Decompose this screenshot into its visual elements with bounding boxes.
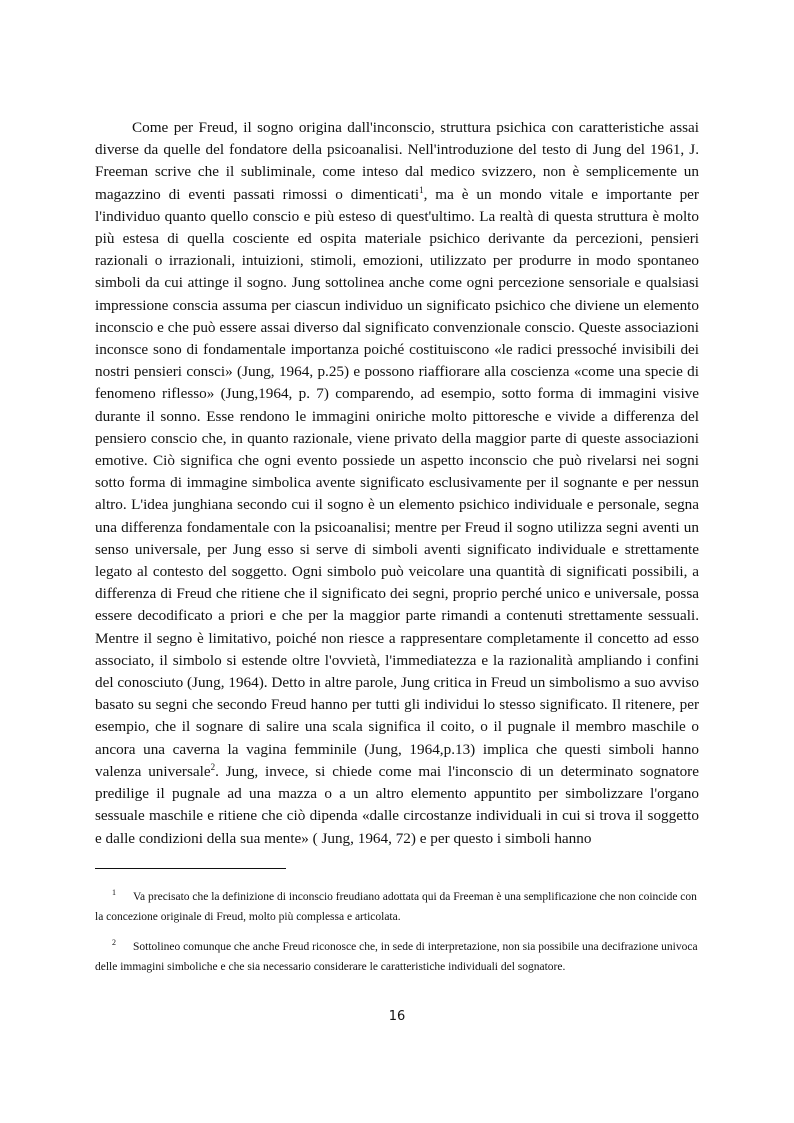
footnote-ref-2[interactable]: 2 xyxy=(210,761,216,772)
page-number: 16 xyxy=(388,1009,406,1024)
body-text-part-1: Come per Freud, il sogno origina dall'inconscio, struttura psichica con caratteristiche assai diverse da quelle del fondatore della psicoanalisi. Nell'introduzione del testo di Jung del 1961, J. Freeman scrive che il subliminale, come inteso dal medico svizzero, non è semplicemente un magazzino di eventi passati rimossi o dimenticati xyxy=(95,119,699,203)
body-paragraph xyxy=(95,117,699,850)
body-text-part-3: . Jung, invece, si chiede come mai l'inconscio di un determinato sognatore predilige il pugnale ad una mazza o a un altro elemento appuntito per simbolizzare l'organo sessuale maschile e ritiene che ciò dipenda «dalle circostanze individuali in cui si trova il soggetto e dalle condizioni della sua mente» ( Jung, 1964, 72) e per questo i simboli hanno xyxy=(95,762,699,847)
footnote-separator xyxy=(95,868,286,869)
footnote-2-text: Sottolineo comunque che anche Freud riconosce che, in sede di interpretazione, non sia possibile una decifrazione univoca delle immagini simboliche e che sia necessario considerare le caratteristiche individuali del sognatore. xyxy=(95,941,698,973)
footnote-2: 2 Sottolineo comunque che anche Freud riconosce che, in sede di interpretazione, non sia possibile una decifrazione univoca delle immagini simboliche e che sia necessario considerare le caratteristiche individuali del sognatore. xyxy=(95,938,698,973)
footnote-1-text: Va precisato che la definizione di inconscio freudiano adottata qui da Freeman è una semplificazione che non coincide con la concezione originale di Freud, molto più complessa e articolata. xyxy=(95,891,697,923)
footnote-1: 1 Va precisato che la definizione di inconscio freudiano adottata qui da Freeman è una semplificazione che non coincide con la concezione originale di Freud, molto più complessa e articolata. xyxy=(95,888,697,923)
body-text-part-2: , ma è un mondo vitale e importante per l'individuo quanto quello conscio e più esteso di quest'ultimo. La realtà di questa struttura è molto più estesa di quella cosciente ed ospita materiale psichico derivante da percezioni, pensieri razionali o irrazionali, intuizioni, stimoli, emozioni, utilizzato per produrre in modo spontaneo simboli da cui attinge il sogno. Jung sottolinea anche come ogni percezione sensoriale e qualsiasi impressione conscia assuma per ciascun individuo un significato psichico che diviene un elemento inconscio e che può essere assai diverso dal significato convenzionale conscio. Queste associazioni inconsce sono di fondamentale importanza poiché costituiscono «le radici pressoché invisibili dei nostri pensieri consci» (Jung, 1964, p.25) e possono riaffiorare alla coscienza «come una specie di fenomeno riflesso» (Jung,1964, p. 7) comparendo, ad esempio, sotto forma di immagini visive durante il sonno. Esse rendono le immagini oniriche molto pittoresche e vivide a differenza del pensiero conscio che, in quanto razionale, viene privato della maggior parte di queste associazioni emotive. Ciò significa che ogni evento possiede un aspetto inconscio che può rivelarsi nei sogni sotto forma di immagine simbolica avente significato esclusivamente per il sognante e per nessun altro. L'idea junghiana secondo cui il sogno è un elemento psichico individuale e personale, segna una differenza fondamentale con la psicoanalisi; mentre per Freud il sogno utilizza segni aventi un senso universale, per Jung esso si serve di simboli aventi significato individuale e strettamente legato al contesto del soggetto. Ogni simbolo può veicolare una quantità di significati possibili, a differenza di Freud che ritiene che il significato dei segni, proprio perché unico e universale, possa essere decodificato a priori e che per la maggior parte rimandi a contenuti strettamente sessuali. Mentre il segno è limitativo, poiché non riesce a rappresentare completamente il concetto ad esso associato, il simbolo si estende oltre l'ovvietà, l'immediatezza e la razionalità ampliando i confini del conosciuto (Jung, 1964). Detto in altre parole, Jung critica in Freud un simbolismo a suo avviso basato su segni che secondo Freud hanno per tutti gli individui lo stesso significato. Il ritenere, per esempio, che il sognare di salire una scala significa il coito, o il pugnale il membro maschile o ancora una caverna la vagina femminile (Jung, 1964,p.13) implica che questi simboli hanno valenza universale xyxy=(95,185,699,780)
footnote-ref-1[interactable]: 1 xyxy=(419,184,424,195)
